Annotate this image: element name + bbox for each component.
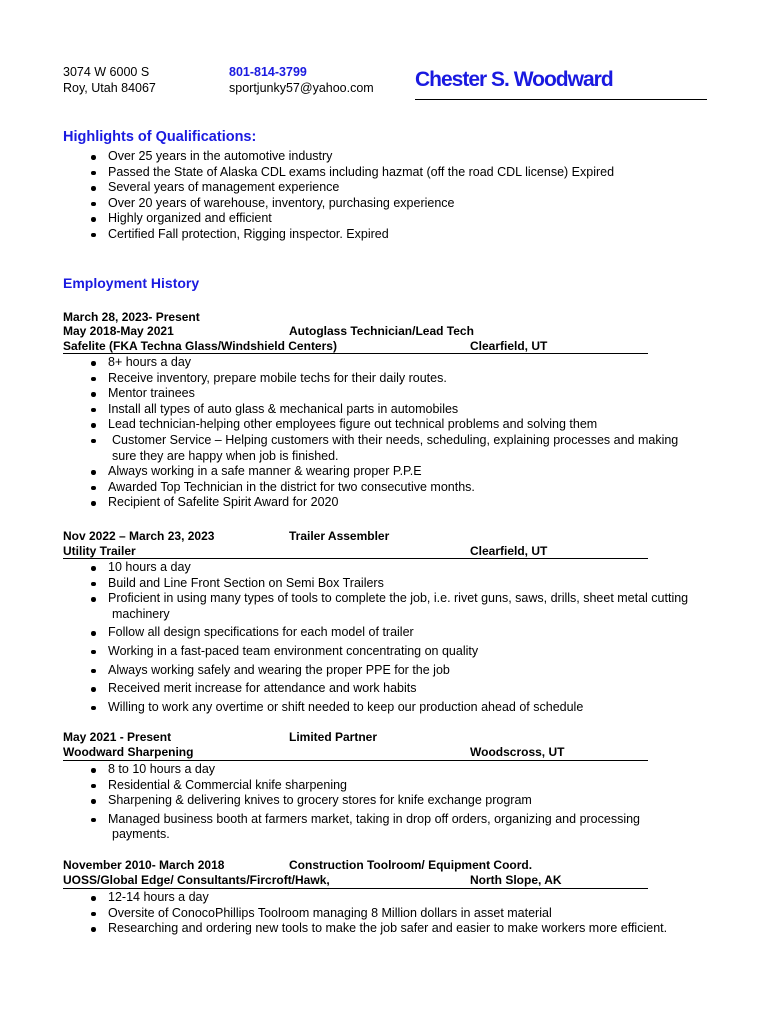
job-date: November 2010- March 2018: [63, 858, 225, 872]
job-role: Limited Partner: [289, 730, 378, 744]
job-header: [63, 324, 648, 338]
list-item: Working in a fast-paced team environment concentrating on quality: [108, 644, 708, 660]
list-item: Certified Fall protection, Rigging inspector. Expired: [108, 227, 708, 243]
list-item: [108, 812, 708, 843]
job-location: Clearfield, UT: [470, 339, 548, 353]
email-address: sportjunky57@yahoo.com: [229, 81, 374, 95]
list-item: Researching and ordering new tools to make the job safer and easier to make workers more efficient.: [108, 921, 708, 937]
list-item: Always working safely and wearing the proper PPE for the job: [108, 663, 708, 679]
address-block: [63, 64, 156, 96]
list-item: Several years of management experience: [108, 180, 708, 196]
divider: [63, 888, 648, 889]
contact-block: [229, 64, 374, 96]
list-item: 12-14 hours a day: [108, 890, 708, 906]
job-role: Autoglass Technician/Lead Tech: [289, 324, 474, 338]
job-company: Woodward Sharpening: [63, 745, 194, 759]
list-item: Residential & Commercial knife sharpening: [108, 778, 708, 794]
job-date-extra: [63, 310, 648, 324]
job-location: Woodscross, UT: [470, 745, 565, 759]
job-duties-list: [108, 762, 708, 843]
list-item: 10 hours a day: [108, 560, 708, 576]
list-item: Over 25 years in the automotive industry: [108, 149, 708, 165]
job-duties-list: [108, 355, 708, 511]
highlights-heading: Highlights of Qualifications:: [63, 129, 257, 145]
candidate-name: Chester S. Woodward: [415, 68, 613, 91]
list-item: Over 20 years of warehouse, inventory, purchasing experience: [108, 196, 708, 212]
list-item-text: Proficient in using many types of tools to complete the job, i.e. rivet guns, saws, drills, sheet metal cutting: [108, 591, 689, 606]
job-role: Trailer Assembler: [289, 529, 390, 543]
job-date: March 28, 2023- Present: [63, 310, 200, 324]
list-item: Install all types of auto glass & mechanical parts in automobiles: [108, 402, 708, 418]
job-location: North Slope, AK: [470, 873, 562, 887]
list-item: Follow all design specifications for each model of trailer: [108, 625, 708, 641]
divider: [63, 760, 648, 761]
job-date: May 2021 - Present: [63, 730, 172, 744]
list-item: Mentor trainees: [108, 386, 708, 402]
job-duties-list: [108, 560, 708, 715]
phone-number: 801-814-3799: [229, 65, 307, 79]
job-company: Safelite (FKA Techna Glass/Windshield Centers): [63, 339, 337, 353]
list-item: [108, 433, 708, 464]
list-item: 8+ hours a day: [108, 355, 708, 371]
job-header: [63, 529, 648, 543]
list-item: Sharpening & delivering knives to grocery stores for knife exchange program: [108, 793, 708, 809]
job-date: Nov 2022 – March 23, 2023: [63, 529, 215, 543]
job-role: Construction Toolroom/ Equipment Coord.: [289, 858, 533, 872]
name-underline: [415, 99, 707, 100]
employment-heading: Employment History: [63, 275, 200, 291]
list-item: Always working in a safe manner & wearing proper P.P.E: [108, 464, 708, 480]
list-item: Receive inventory, prepare mobile techs for their daily routes.: [108, 371, 708, 387]
divider: [63, 353, 648, 354]
list-item-continuation: sure they are happy when job is finished.: [112, 448, 339, 463]
highlights-list: [108, 149, 708, 243]
list-item: 8 to 10 hours a day: [108, 762, 708, 778]
list-item-continuation: machinery: [112, 606, 170, 621]
job-header: [63, 730, 648, 744]
list-item: [108, 591, 708, 622]
list-item: Recipient of Safelite Spirit Award for 2020: [108, 495, 708, 511]
job-date: May 2018-May 2021: [63, 324, 174, 338]
list-item: Passed the State of Alaska CDL exams including hazmat (off the road CDL license) Expired: [108, 165, 708, 181]
list-item: Highly organized and efficient: [108, 211, 708, 227]
list-item: Oversite of ConocoPhillips Toolroom managing 8 Million dollars in asset material: [108, 906, 708, 922]
job-company-line: [63, 873, 648, 887]
address-line-1: 3074 W 6000 S: [63, 65, 150, 79]
list-item: Received merit increase for attendance and work habits: [108, 681, 708, 697]
job-header: [63, 858, 648, 872]
list-item: Awarded Top Technician in the district for two consecutive months.: [108, 480, 708, 496]
job-company-line: [63, 544, 648, 558]
list-item-text: Managed business booth at farmers market, taking in drop off orders, organizing and processing: [108, 811, 641, 826]
list-item: Willing to work any overtime or shift needed to keep our production ahead of schedule: [108, 700, 708, 716]
job-location: Clearfield, UT: [470, 544, 548, 558]
list-item-continuation: payments.: [112, 827, 170, 842]
job-duties-list: [108, 890, 708, 937]
list-item: Lead technician-helping other employees figure out technical problems and solving them: [108, 417, 708, 433]
address-line-2: Roy, Utah 84067: [63, 81, 156, 95]
list-item-text: Customer Service – Helping customers with their needs, scheduling, explaining processes and making: [112, 432, 679, 447]
job-company-line: [63, 745, 648, 759]
divider: [63, 558, 648, 559]
job-company: UOSS/Global Edge/ Consultants/Fircroft/Hawk,: [63, 873, 330, 887]
job-company: Utility Trailer: [63, 544, 136, 558]
job-company-line: [63, 339, 648, 353]
list-item: Build and Line Front Section on Semi Box Trailers: [108, 576, 708, 592]
